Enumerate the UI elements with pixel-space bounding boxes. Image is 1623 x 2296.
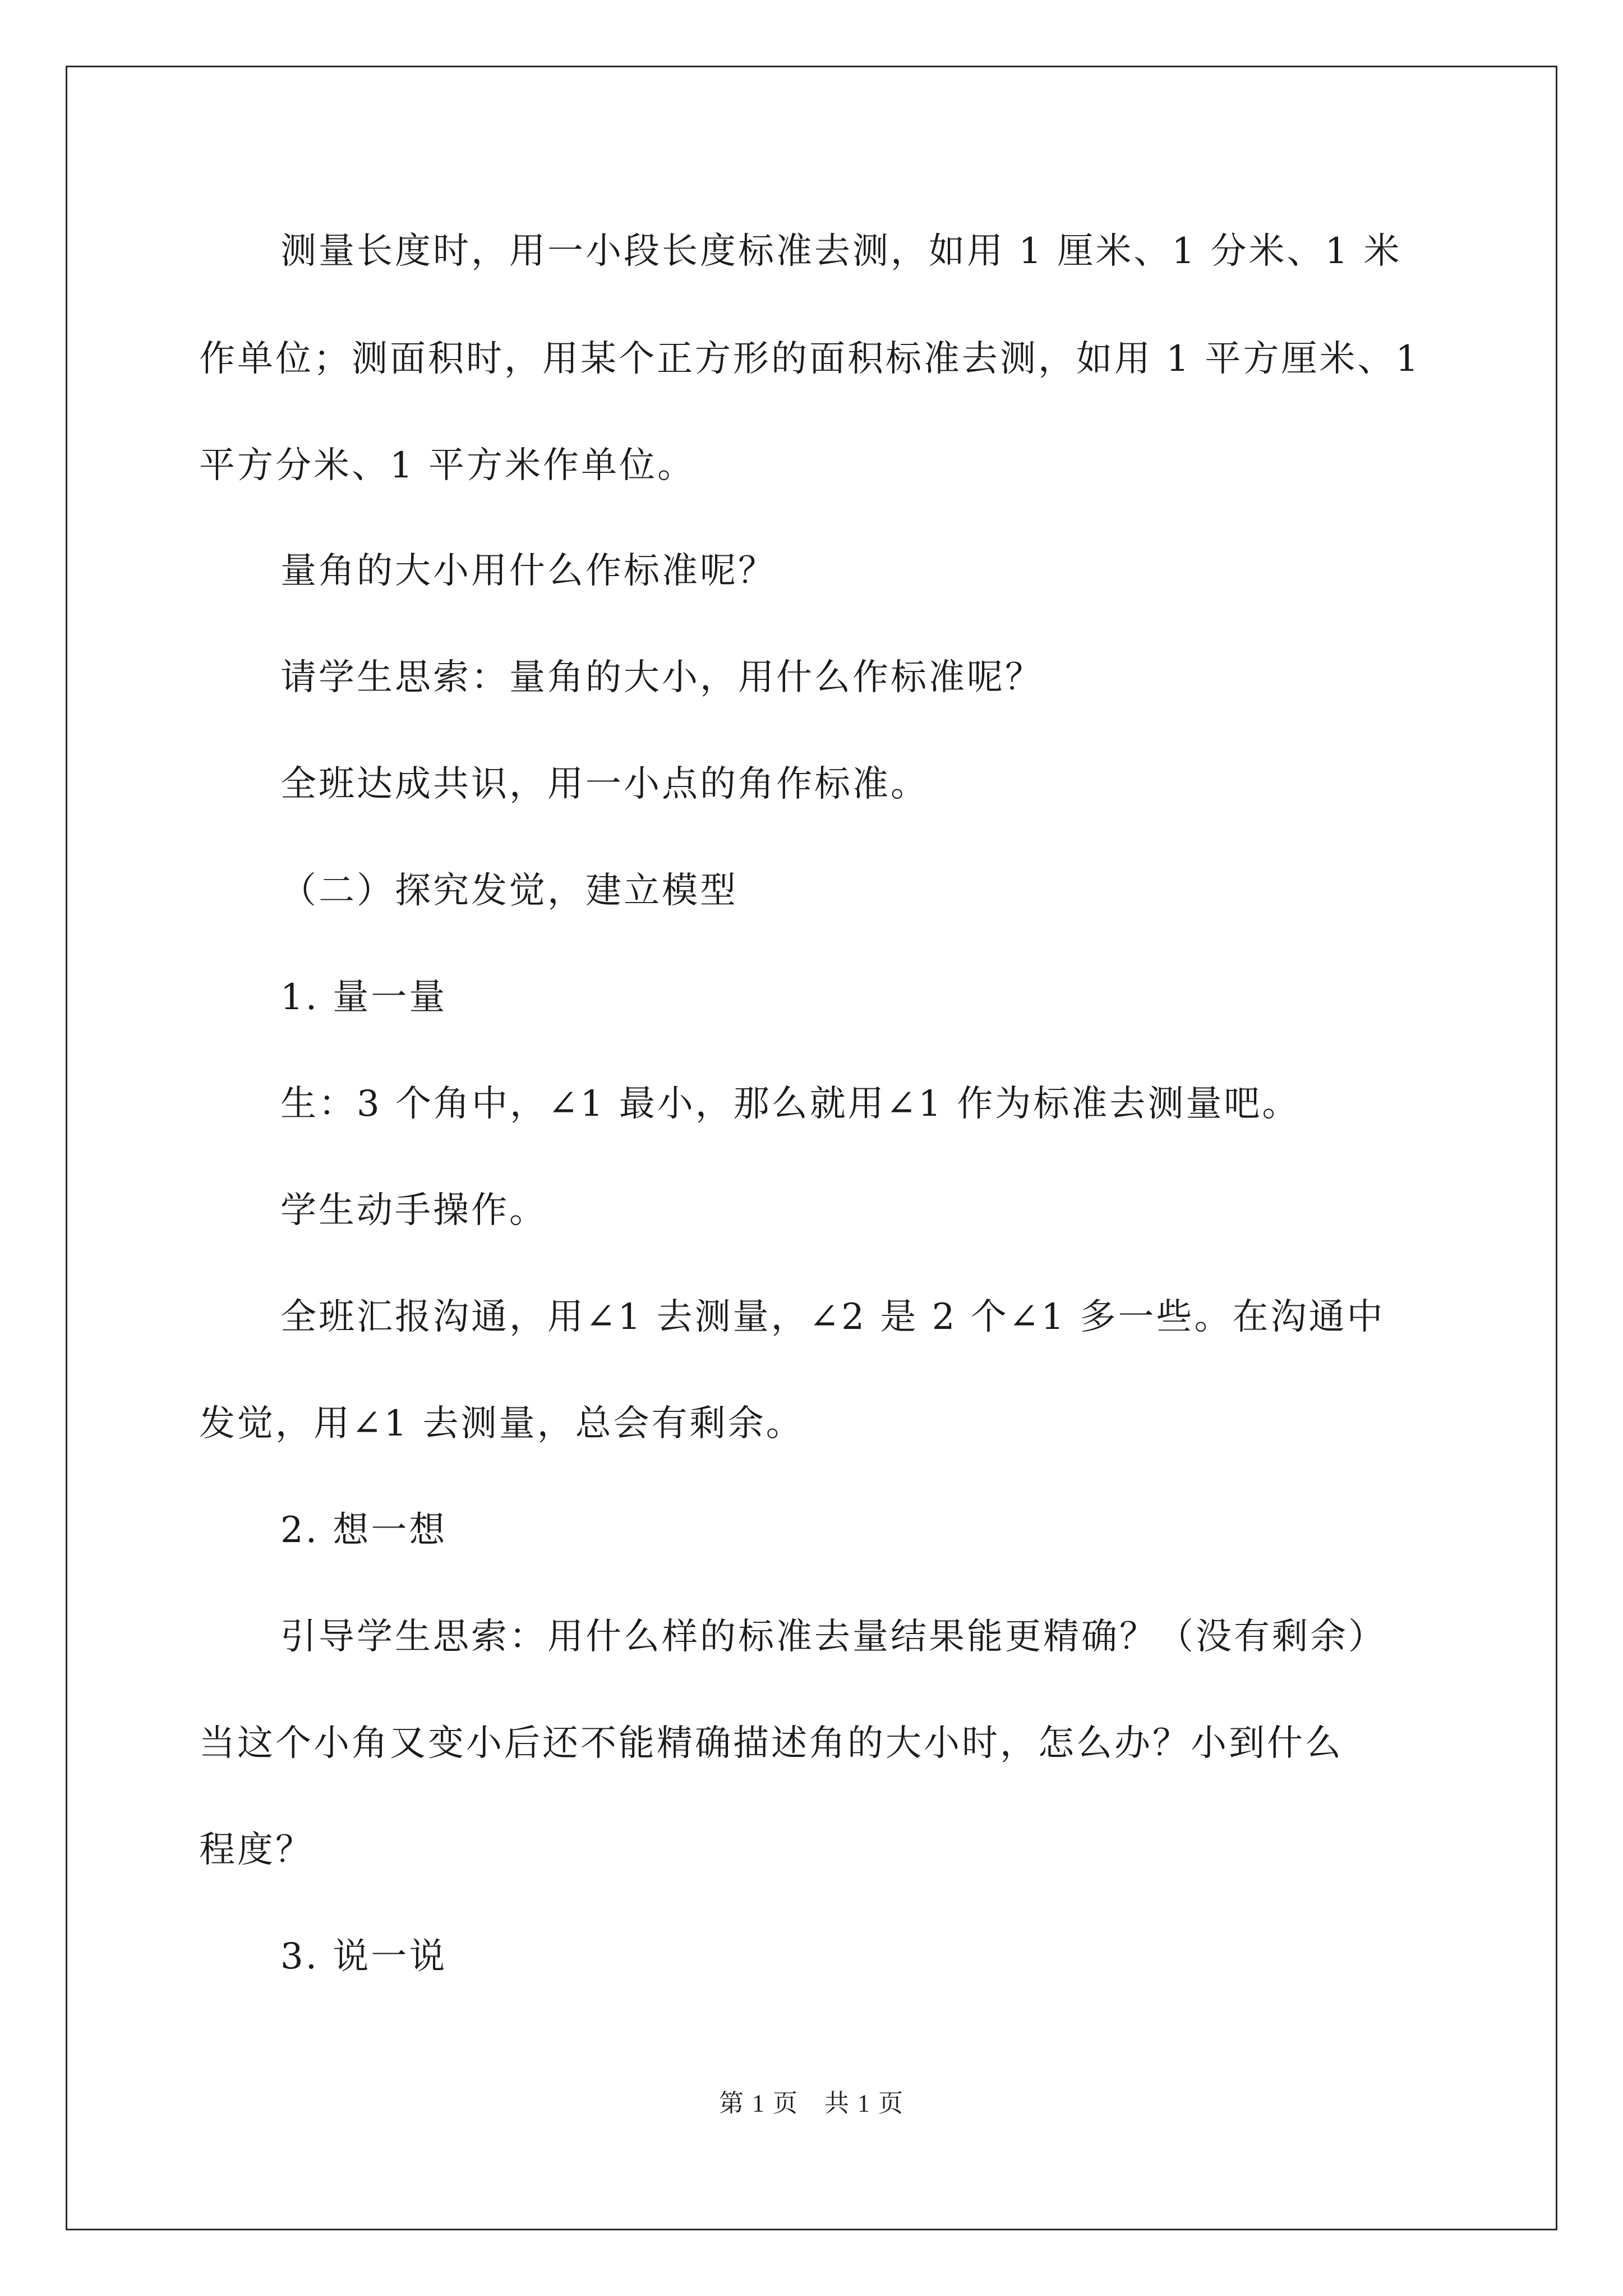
- paragraph-line: 引导学生思索：用什么样的标准去量结果能更精确？（没有剩余）: [280, 1616, 1386, 1658]
- paragraph-line: 请学生思索：量角的大小，用什么作标准呢？: [280, 657, 1043, 698]
- paragraph-line: 测量长度时，用一小段长度标准去测，如用 1 厘米、1 分米、1 米: [280, 231, 1402, 272]
- paragraph-line: 作单位；测面积时，用某个正方形的面积标准去测，如用 1 平方厘米、1: [199, 338, 1421, 380]
- paragraph-line: 平方分米、1 平方米作单位。: [199, 445, 696, 486]
- paragraph-line: 当这个小角又变小后还不能精确描述角的大小时，怎么办？小到什么: [199, 1723, 1343, 1764]
- page-number-footer: 第 1 页 共 1 页: [719, 2090, 904, 2117]
- subsection-heading: 2. 想一想: [280, 1510, 448, 1551]
- section-heading: （二）探究发觉，建立模型: [280, 870, 738, 912]
- paragraph-line: 学生动手操作。: [280, 1190, 547, 1231]
- subsection-heading: 1. 量一量: [280, 977, 448, 1018]
- paragraph-line: 生：3 个角中，∠1 最小，那么就用∠1 作为标准去测量吧。: [280, 1083, 1301, 1125]
- paragraph-line: 发觉，用∠1 去测量，总会有剩余。: [199, 1403, 804, 1444]
- subsection-heading: 3. 说一说: [280, 1936, 448, 1977]
- paragraph-line: 全班汇报沟通，用∠1 去测量，∠2 是 2 个∠1 多一些。在沟通中: [280, 1296, 1385, 1338]
- paragraph-line: 程度？: [199, 1829, 313, 1871]
- page-border: [66, 66, 1557, 2230]
- paragraph-line: 量角的大小用什么作标准呢？: [280, 550, 776, 592]
- paragraph-line: 全班达成共识，用一小点的角作标准。: [280, 763, 929, 805]
